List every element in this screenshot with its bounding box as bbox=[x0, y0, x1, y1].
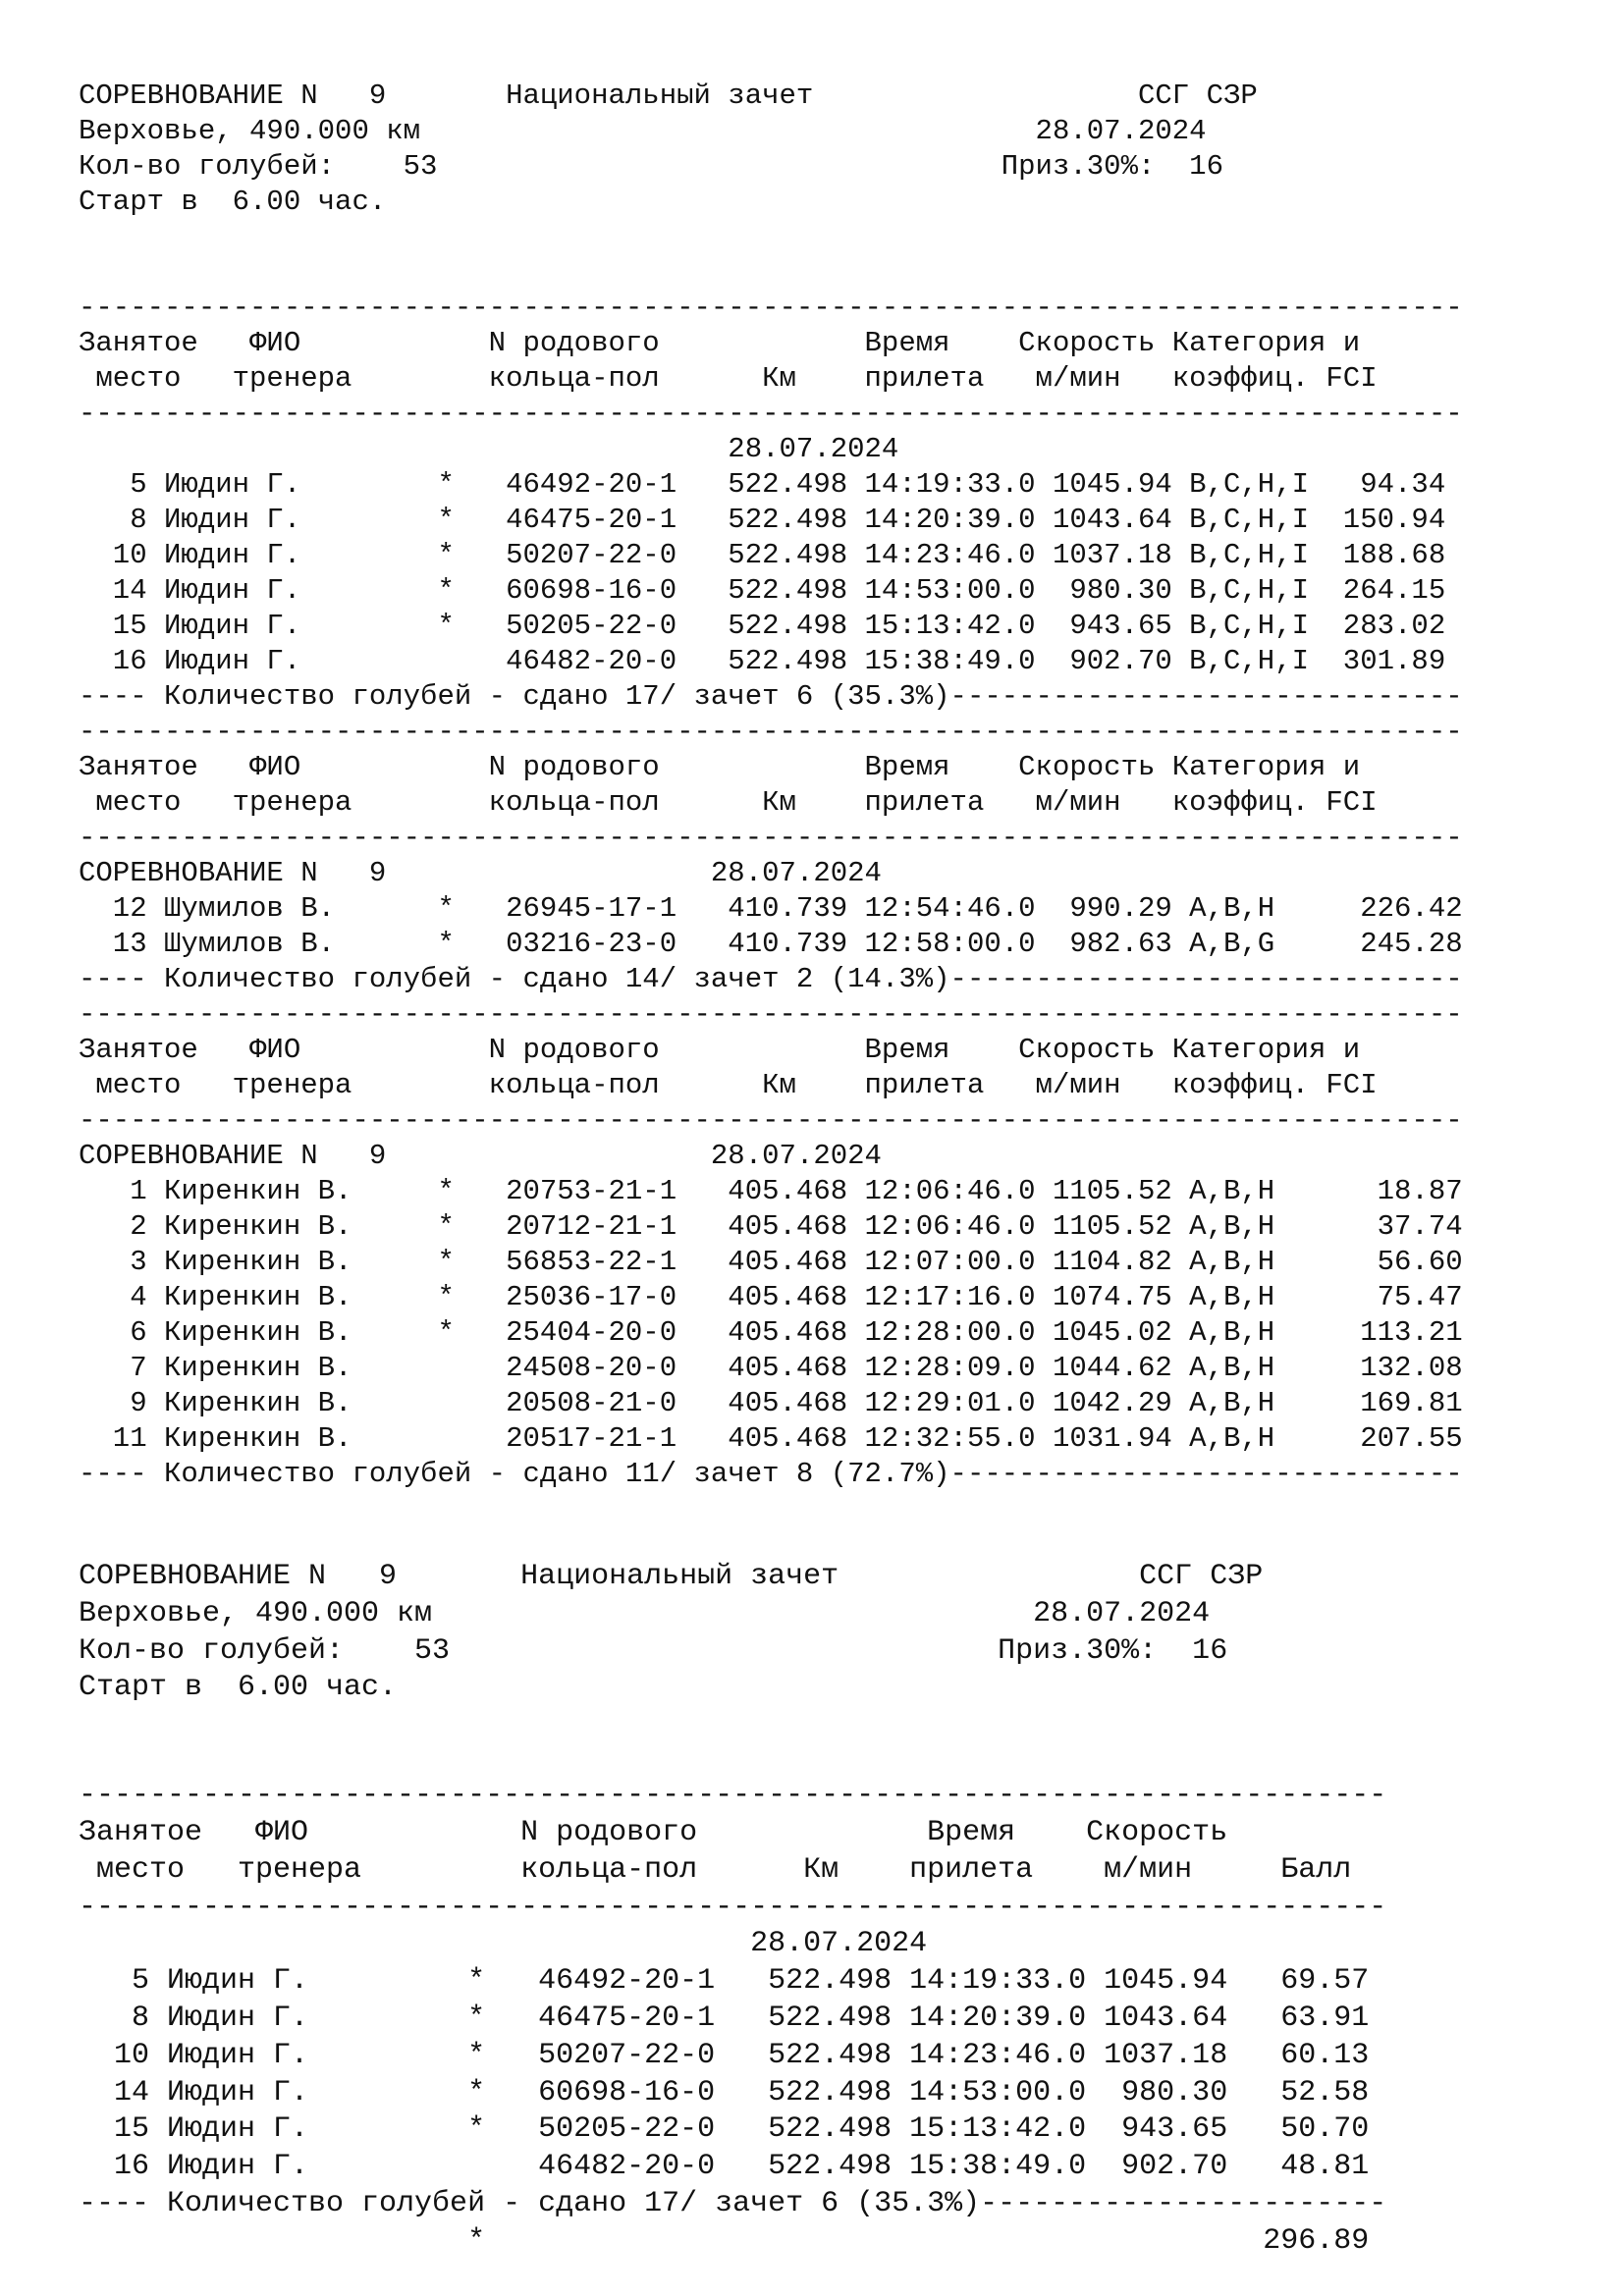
report-line: 8 Июдин Г. * 46475-20-1 522.498 14:20:39.0 1043.64 B,C,H,I 150.94 bbox=[79, 504, 1446, 536]
report-line: ---- Количество голубей - сдано 11/ зачет 8 (72.7%)------------------------------ bbox=[79, 1458, 1463, 1490]
report-table bbox=[79, 1778, 1386, 2260]
report-line: --------------------------------------------------------------------------------- bbox=[79, 716, 1463, 748]
report-line: 4 Киренкин В. * 25036-17-0 405.468 12:17:16.0 1074.75 A,B,H 75.47 bbox=[79, 1281, 1463, 1313]
results-section bbox=[79, 291, 1463, 715]
report-line: 9 Киренкин В. 20508-21-0 405.468 12:29:01.0 1042.29 A,B,H 169.81 bbox=[79, 1387, 1463, 1419]
report-line: ---- Количество голубей - сдано 17/ зачет 6 (35.3%)----------------------- bbox=[79, 2186, 1387, 2220]
report-line: место тренера кольца-пол Км прилета м/мин Балл bbox=[79, 1852, 1352, 1887]
report-line: 1 Киренкин В. * 20753-21-1 405.468 12:06:46.0 1105.52 A,B,H 18.87 bbox=[79, 1175, 1463, 1207]
report-header bbox=[79, 1559, 1386, 1707]
report-line: --------------------------------------------------------------------------------- bbox=[79, 822, 1463, 854]
report-header bbox=[79, 79, 1463, 220]
header-line: Старт в 6.00 час. bbox=[79, 186, 387, 218]
report-line: 16 Июдин Г. 46482-20-0 522.498 15:38:49.0 902.70 B,C,H,I 301.89 bbox=[79, 645, 1446, 677]
report-line: 6 Киренкин В. * 25404-20-0 405.468 12:28:00.0 1045.02 A,B,H 113.21 bbox=[79, 1316, 1463, 1349]
report-fci bbox=[79, 79, 1463, 1492]
report-line: 12 Шумилов В. * 26945-17-1 410.739 12:54:46.0 990.29 A,B,H 226.42 bbox=[79, 892, 1463, 925]
results-section bbox=[79, 715, 1463, 997]
report-line: ---- Количество голубей - сдано 14/ зачет 2 (14.3%)------------------------------ bbox=[79, 963, 1463, 995]
report-line: --------------------------------------------------------------------------------- bbox=[79, 998, 1463, 1031]
report-line: --------------------------------------------------------------------------------- bbox=[79, 398, 1463, 430]
report-line: 11 Киренкин В. 20517-21-1 405.468 12:32:55.0 1031.94 A,B,H 207.55 bbox=[79, 1422, 1463, 1455]
report-line: ---- Количество голубей - сдано 17/ зачет 6 (35.3%)------------------------------ bbox=[79, 680, 1463, 713]
report-line: место тренера кольца-пол Км прилета м/мин коэффиц. FCI bbox=[79, 786, 1378, 819]
report-sections bbox=[79, 291, 1463, 1492]
report-line: место тренера кольца-пол Км прилета м/мин коэффиц. FCI bbox=[79, 362, 1378, 395]
report-line: место тренера кольца-пол Км прилета м/мин коэффиц. FCI bbox=[79, 1069, 1378, 1101]
header-line: Кол-во голубей: 53 Приз.30%: 16 bbox=[79, 150, 1223, 183]
report-line: Занятое ФИО N родового Время Скорость bbox=[79, 1815, 1228, 1849]
report-line: --------------------------------------------------------------------------------- bbox=[79, 292, 1463, 324]
report-line: 10 Июдин Г. * 50207-22-0 522.498 14:23:46.0 1037.18 60.13 bbox=[79, 2038, 1370, 2072]
report-line: 16 Июдин Г. 46482-20-0 522.498 15:38:49.0 902.70 48.81 bbox=[79, 2150, 1370, 2184]
report-line: -------------------------------------------------------------------------- bbox=[79, 1779, 1387, 1813]
results-section bbox=[79, 997, 1463, 1492]
header-line: Верховье, 490.000 км 28.07.2024 bbox=[79, 1596, 1211, 1630]
report-line: * 296.89 bbox=[79, 2223, 1370, 2258]
header-line: Старт в 6.00 час. bbox=[79, 1671, 398, 1705]
report-line: 15 Июдин Г. * 50205-22-0 522.498 15:13:42.0 943.65 B,C,H,I 283.02 bbox=[79, 610, 1446, 642]
header-line: СОРЕВНОВАНИЕ N 9 Национальный зачет ССГ СЗР bbox=[79, 80, 1258, 112]
report-line: -------------------------------------------------------------------------- bbox=[79, 1890, 1387, 1924]
report-line: 2 Киренкин В. * 20712-21-1 405.468 12:06:46.0 1105.52 A,B,H 37.74 bbox=[79, 1210, 1463, 1243]
header-line: Кол-во голубей: 53 Приз.30%: 16 bbox=[79, 1633, 1228, 1668]
report-line: 8 Июдин Г. * 46475-20-1 522.498 14:20:39.0 1043.64 63.91 bbox=[79, 2001, 1370, 2035]
report-line: 5 Июдин Г. * 46492-20-1 522.498 14:19:33.0 1045.94 B,C,H,I 94.34 bbox=[79, 468, 1446, 501]
report-points bbox=[79, 1559, 1386, 2261]
report-line: СОРЕВНОВАНИЕ N 9 28.07.2024 bbox=[79, 857, 882, 889]
report-line: Занятое ФИО N родового Время Скорость Категория и bbox=[79, 751, 1361, 783]
header-line: СОРЕВНОВАНИЕ N 9 Национальный зачет ССГ СЗР bbox=[79, 1560, 1264, 1593]
report-line: 10 Июдин Г. * 50207-22-0 522.498 14:23:46.0 1037.18 B,C,H,I 188.68 bbox=[79, 539, 1446, 571]
report-line: Занятое ФИО N родового Время Скорость Категория и bbox=[79, 327, 1361, 359]
report-line: 28.07.2024 bbox=[79, 433, 899, 465]
report-line: СОРЕВНОВАНИЕ N 9 28.07.2024 bbox=[79, 1140, 882, 1172]
report-line: Занятое ФИО N родового Время Скорость Категория и bbox=[79, 1034, 1361, 1066]
report-line: 14 Июдин Г. * 60698-16-0 522.498 14:53:00.0 980.30 B,C,H,I 264.15 bbox=[79, 574, 1446, 607]
report-line: 14 Июдин Г. * 60698-16-0 522.498 14:53:00.0 980.30 52.58 bbox=[79, 2075, 1370, 2109]
report-line: 5 Июдин Г. * 46492-20-1 522.498 14:19:33.0 1045.94 69.57 bbox=[79, 1964, 1370, 1999]
report-line: 28.07.2024 bbox=[79, 1927, 928, 1961]
report-line: --------------------------------------------------------------------------------- bbox=[79, 1104, 1463, 1137]
report-line: 3 Киренкин В. * 56853-22-1 405.468 12:07:00.0 1104.82 A,B,H 56.60 bbox=[79, 1246, 1463, 1278]
header-line: Верховье, 490.000 км 28.07.2024 bbox=[79, 115, 1207, 147]
report-line: 15 Июдин Г. * 50205-22-0 522.498 15:13:42.0 943.65 50.70 bbox=[79, 2112, 1370, 2147]
report-line: 13 Шумилов В. * 03216-23-0 410.739 12:58:00.0 982.63 A,B,G 245.28 bbox=[79, 928, 1463, 960]
report-line: 7 Киренкин В. 24508-20-0 405.468 12:28:09.0 1044.62 A,B,H 132.08 bbox=[79, 1352, 1463, 1384]
